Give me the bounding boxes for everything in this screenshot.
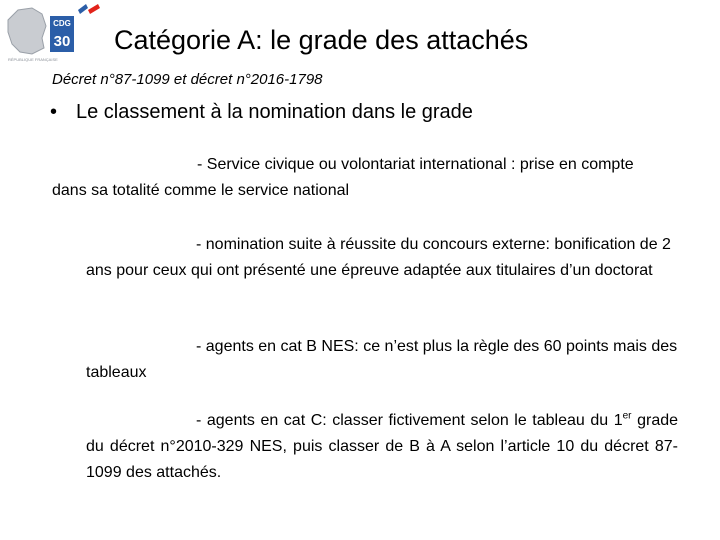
logo-number: 30	[53, 33, 71, 50]
cdg30-logo	[2, 2, 112, 64]
page-title: Catégorie A: le grade des attachés	[114, 25, 529, 55]
ordinal-number: 1	[613, 412, 623, 429]
list-item-text: - agents en cat B NES: ce n’est plus la règle des 60 points mais des tableaux	[86, 338, 678, 381]
bullet-icon: •	[50, 101, 58, 123]
list-item	[86, 408, 678, 486]
france-map-icon	[8, 8, 46, 54]
main-bullet	[50, 99, 473, 125]
list-item	[52, 152, 672, 204]
list-item-rest: grade du décret n°2010-329 NES, puis classer de B à A selon l’article 10 du décret 87-1099 des attachés.	[86, 412, 679, 481]
logo-letters: CDG	[53, 19, 71, 28]
logo-graphic	[2, 2, 112, 64]
ordinal-suffix: er	[622, 410, 632, 422]
logo-blue-stripe	[78, 4, 88, 14]
list-item-text: - nomination suite à réussite du concours externe: bonification de 2 ans pour ceux qui ont présenté une épreuve adaptée aux titulaires d’un doctorat	[86, 236, 671, 279]
main-bullet-text: Le classement à la nomination dans le grade	[76, 101, 473, 123]
decree-subtitle: Décret n°87-1099 et décret n°2016-1798	[52, 71, 323, 88]
list-item-lead: - agents en cat C: classer fictivement selon le tableau du	[196, 412, 609, 429]
logo-red-stripe	[88, 4, 100, 14]
list-item	[86, 232, 686, 284]
logo-caption: RÉPUBLIQUE FRANÇAISE	[8, 57, 58, 62]
list-item	[86, 334, 686, 386]
list-item-text: - Service civique ou volontariat international : prise en compte dans sa totalité comme le service national	[52, 156, 634, 199]
